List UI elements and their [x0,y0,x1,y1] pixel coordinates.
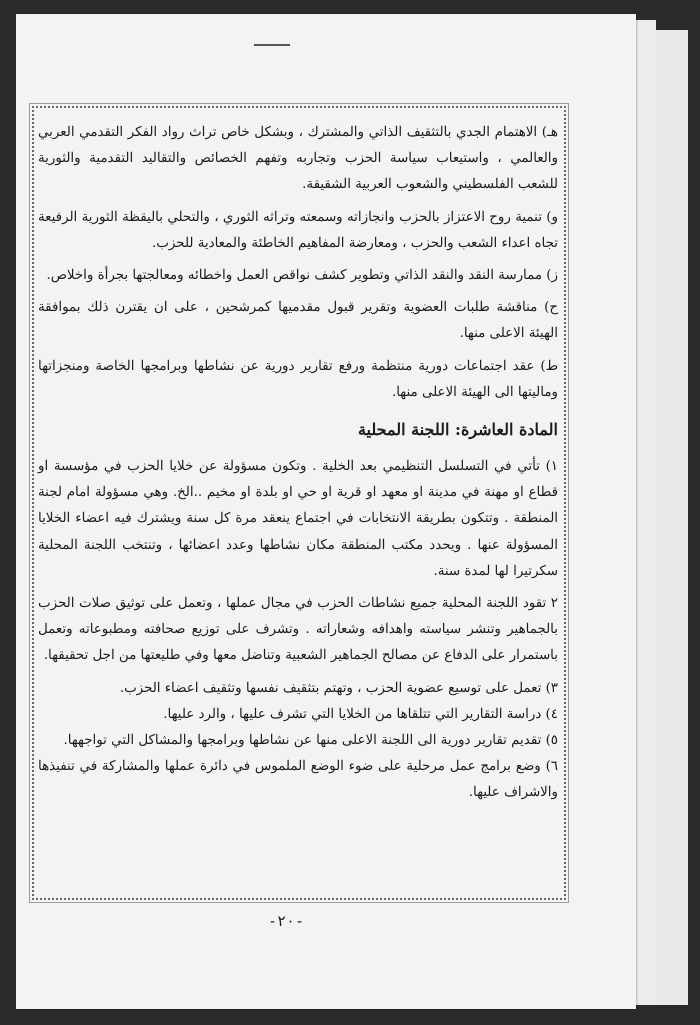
article-1: ١) تأتي في التسلسل التنظيمي بعد الخلية . وتكون مسؤولة عن خلايا الحزب في مؤسسة او قطاع او مهنة في مدينة او معهد او قرية او حي او بلدة او مخيم ..الخ. وهي مسؤولة امام لجنة المنطقة . وتتكون بطريقة الانتخابات في اجتماع ينعقد مرة كل سنة ويشترك فيه اعضاء الخلايا المسؤولة عنها . ويحدد مكتب المنطقة مكان نشاطها وعدد اعضائها ، وتنتخب اللجنة المحلية سكرتيرا لها لمدة سنة. [38,459,558,579]
article-3: ٣) تعمل على توسيع عضوية الحزب ، وتهتم بتثقيف نفسها وتثقيف اعضاء الحزب. [119,680,558,696]
paragraph-waw: و) تنمية روح الاعتزاز بالحزب وانجازاته وسمعته وتراثه الثوري ، والتحلي باليقظة الثورية الرفيعة تجاه اعداء الشعب والحزب ، ومعارضة المفاهيم الخاطئة والمعادية للحزب. [38,209,558,251]
top-mark [254,44,290,46]
page-number: -٢٠- [267,912,305,930]
article-5: ٥) تقديم تقارير دورية الى اللجنة الاعلى منها عن نشاطها وبرامجها والمشاكل التي تواجهها. [63,733,558,749]
document-page [16,14,636,1009]
article-2: ٢ تقود اللجنة المحلية جميع نشاطات الحزب في مجال عملها ، وتعمل على توثيق صلات الحزب بالجماهير وتنشر سياسته واهدافه وشعاراته . وتشرف على توزيع صحافته ومطبوعاته وتعمل باستمرار على الدفاع عن مصالح الجماهير الشعبية وتناضل معها وفي طليعتها من اجل تحقيقها. [38,596,558,664]
section-heading: المادة العاشرة: اللجنة المحلية [357,420,558,440]
paragraph-ha: ح) مناقشة طلبات العضوية وتقرير قبول مقدميها كمرشحين ، على ان يقترن ذلك بموافقة الهيئة الاعلى منها. [38,300,558,342]
document-body [38,120,558,807]
article-6: ٦) وضع برامج عمل مرحلية على ضوء الوضع الملموس في دائرة عملها والمشاركة في تنفيذها والاشراف عليها. [38,759,558,801]
paragraph-ta: ط) عقد اجتماعات دورية منتظمة ورفع تقارير دورية عن نشاطها وبرامجها الخاصة ومنجزاتها وماليتها الى الهيئة الاعلى منها. [38,358,558,400]
paragraph-he: هـ) الاهتمام الجدي بالتثقيف الذاتي والمشترك ، وبشكل خاص تراث رواد الفكر التقدمي العربي والعالمي ، واستيعاب سياسة الحزب وتجاربه وتفهم الخصائص والتقاليد التقدمية والثورية للشعب الفلسطيني والشعوب العربية الشقيقة. [38,125,558,193]
article-4: ٤) دراسة التقارير التي تتلقاها من الخلايا التي تشرف عليها ، والرد عليها. [163,706,558,722]
paragraph-zay: ز) ممارسة النقد والنقد الذاتي وتطوير كشف نواقص العمل واخطائه ومعالجتها بجرأة واخلاص. [46,268,558,284]
